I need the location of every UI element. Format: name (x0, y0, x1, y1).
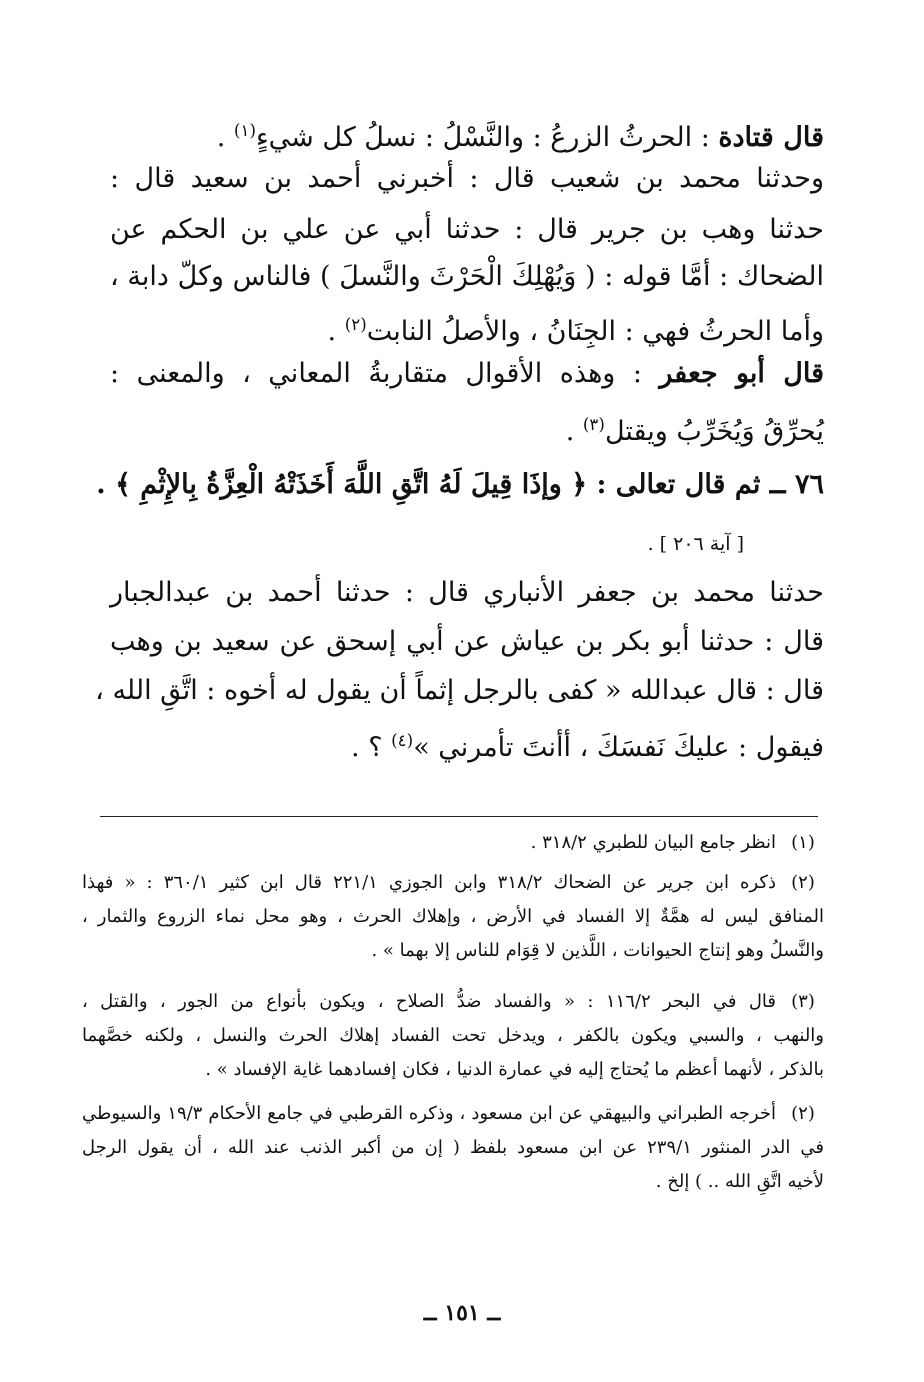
body-line-4 (110, 255, 824, 299)
body-text: : وهذه الأقوال متقاربةُ المعاني ، والمعنى : (110, 358, 660, 389)
footnote-line: في الدر المنثور ٢٣٩/١ عن ابن مسعود بلفظ ( إن من أكبر الذنب عند الله ، أن يقول الرجل (82, 1137, 824, 1158)
body-line-1 (217, 108, 824, 160)
verse-text: ﴿ وإذَا قِيلَ لَهُ اتَّقِ اللَّهَ أَخَذَتْهُ الْعِزَّةُ بِالإِثْمِ ﴾ . (96, 469, 588, 500)
verse-heading (96, 463, 824, 507)
footnote-ref: (٢) (344, 314, 367, 334)
footnote-ref: (١) (233, 120, 256, 140)
footnote-1 (82, 826, 824, 860)
body-text: حدثنا وهب بن جرير قال : حدثنا أبي عن علي بن الحكم عن (110, 214, 824, 245)
body-text: وأما الحرثُ فهي : الجِنَانُ ، والأصلُ النابت (366, 316, 824, 347)
body-text: يُحرِّقُ وَيُخَرِّبُ ويقتل (604, 416, 824, 447)
punct: . (216, 122, 234, 153)
punct: . (565, 416, 583, 447)
body2-line-1 (110, 571, 824, 615)
body-line-5 (328, 302, 824, 354)
footnote-number: (١) (791, 832, 815, 853)
body-line-6 (110, 352, 824, 396)
footnote-2 (82, 866, 824, 968)
footnote-number: (٢) (791, 1103, 815, 1124)
body-line-2 (110, 157, 824, 201)
body-line-3 (110, 208, 824, 252)
body-text: وحدثنا محمد بن شعيب قال : أخبرني أحمد بن سعيد قال : (110, 163, 824, 194)
body-text: قال : قال عبدالله « كفى بالرجل إثماً أن يقول له أخوه : اتَّقِ الله ، (95, 675, 824, 706)
body-text: الضحاك : أمَّا قوله : ( وَيُهْلِكَ الْحَرْثَ والنَّسلَ ) فالناس وكلّ دابة ، (110, 261, 824, 292)
footnote-number: (٣) (791, 991, 815, 1012)
footnote-line: المنافق ليس له همَّةٌ إلا الفساد في الأرض ، وإهلاك الحرث ، وهو محل نماء الزروع والثمار ، (82, 906, 824, 927)
verse-number: ٧٦ ــ (769, 469, 824, 500)
footnote-ref: (٤) (391, 730, 414, 750)
body-text: : الحرثُ الزرعُ : والنَّسْلُ : نسلُ كل شيءٍ (255, 122, 719, 153)
footnote-line: لأخيه اتَّقِ الله .. ) إلخ . (655, 1171, 824, 1192)
body-line-7 (566, 402, 824, 454)
body2-line-4 (351, 718, 824, 770)
footnote-line: أخرجه الطبراني والبيهقي عن ابن مسعود ، وذكره القرطبي في جامع الأحكام ١٩/٣ والسيوطي (82, 1103, 776, 1124)
verse-intro: ثم قال تعالى : (596, 469, 761, 500)
body-text: فيقول : عليكَ نَفسَكَ ، أأنتَ تأمرني » (413, 732, 824, 763)
page-number: ــ ١٥١ ــ (423, 1300, 501, 1326)
footnote-3 (82, 985, 824, 1087)
footnote-line: انظر جامع البيان للطبري ٣١٨/٢ . (530, 832, 776, 853)
speaker-label: قال قتادة (718, 122, 824, 153)
body2-line-2 (110, 620, 824, 664)
footnote-line: والنَّسلُ وهو إنتاج الحيوانات ، اللَّذين لا قِوَام للناس إلا بهما » . (371, 940, 824, 961)
footnote-line: ذكره ابن جرير عن الضحاك ٣١٨/٢ وابن الجوزي ٢٢١/١ قال ابن كثير ٣٦٠/١ : « فهذا (82, 872, 777, 893)
body2-line-3 (95, 669, 824, 713)
footnote-line: بالذكر ، لأنهما أعظم ما يُحتاج إليه في عمارة الدنيا ، فكان إفسادهما غاية الإفساد » . (205, 1059, 824, 1080)
punct: ؟ . (351, 732, 392, 763)
speaker-label: قال أبو جعفر (659, 358, 824, 389)
footnote-4 (82, 1097, 824, 1199)
body-text: قال : حدثنا أبو بكر بن عياش عن أبي إسحق عن سعيد بن وهب (110, 626, 824, 657)
footnote-line: قال في البحر ١١٦/٢ : « والفساد ضدُّ الصلاح ، ويكون بأنواع من الجور ، والقتل ، (82, 991, 776, 1012)
verse-reference: [ آية ٢٠٦ ] . (647, 533, 744, 555)
footnote-ref: (٣) (582, 414, 605, 434)
body-text: حدثنا محمد بن جعفر الأنباري قال : حدثنا أحمد بن عبدالجبار (110, 577, 824, 608)
punct: . (327, 316, 345, 347)
footnote-number: (٢) (791, 872, 815, 893)
footnote-separator (100, 816, 818, 817)
footnote-line: والنهب ، والسبي ويكون بالكفر ، ويدخل تحت الفساد إهلاك الحرث والنسل ، ولكنه خصَّهما (82, 1025, 824, 1046)
